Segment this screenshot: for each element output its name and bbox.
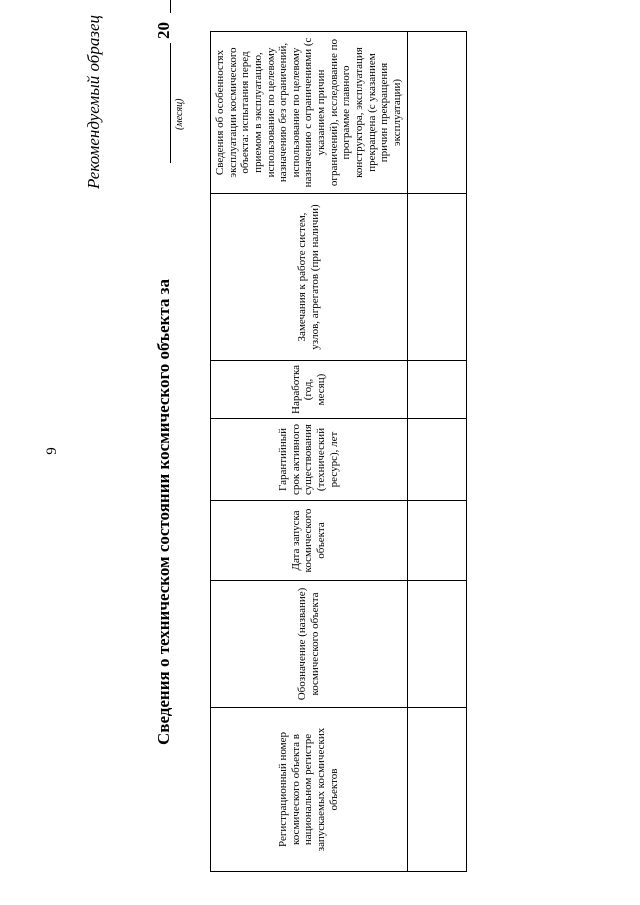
sample-note: Рекомендуемый образец: [84, 15, 103, 189]
header-operating-time: Наработка (год, месяц): [211, 361, 408, 419]
table-cell[interactable]: [407, 708, 466, 872]
month-hint: (месяц): [174, 98, 185, 130]
table-cell[interactable]: [407, 194, 466, 361]
table-cell[interactable]: [407, 581, 466, 708]
month-blank-field[interactable]: [170, 43, 171, 163]
header-remarks: Замечания к работе систем, узлов, агрегатов (при наличии): [211, 194, 408, 361]
page-number: 9: [44, 447, 60, 455]
year-blank-field[interactable]: [170, 0, 171, 13]
header-operation-features: Сведения об особенностях эксплуатации космического объекта: испытания перед приемом в эксплуатацию, использование по целевому назначению без ограничений, использование по целевому назначению с ограничениями (с указанием причин ограничений), исследование по программе главного конструктора, эксплуатация прекращена (с указанием причин прекращения эксплуатации): [211, 32, 408, 194]
year-prefix: 20: [154, 22, 173, 39]
table-row: [407, 32, 466, 872]
table-header-row: [211, 32, 408, 872]
table-cell[interactable]: [407, 32, 466, 194]
table-cell[interactable]: [407, 419, 466, 501]
title-text: Сведения о техническом состоянии космического объекта за: [154, 278, 173, 745]
header-registration-number: Регистрационный номер космического объекта в национальном регистре запускаемых космических объектов: [211, 708, 408, 872]
header-designation: Обозначение (название) космического объекта: [211, 581, 408, 708]
header-warranty-period: Гарантийный срок активного существования (технический ресурс), лет: [211, 419, 408, 501]
report-table: [210, 31, 467, 872]
table-cell[interactable]: [407, 501, 466, 581]
report-title: [150, 22, 190, 745]
header-launch-date: Дата запуска космического объекта: [211, 501, 408, 581]
table-cell[interactable]: [407, 361, 466, 419]
